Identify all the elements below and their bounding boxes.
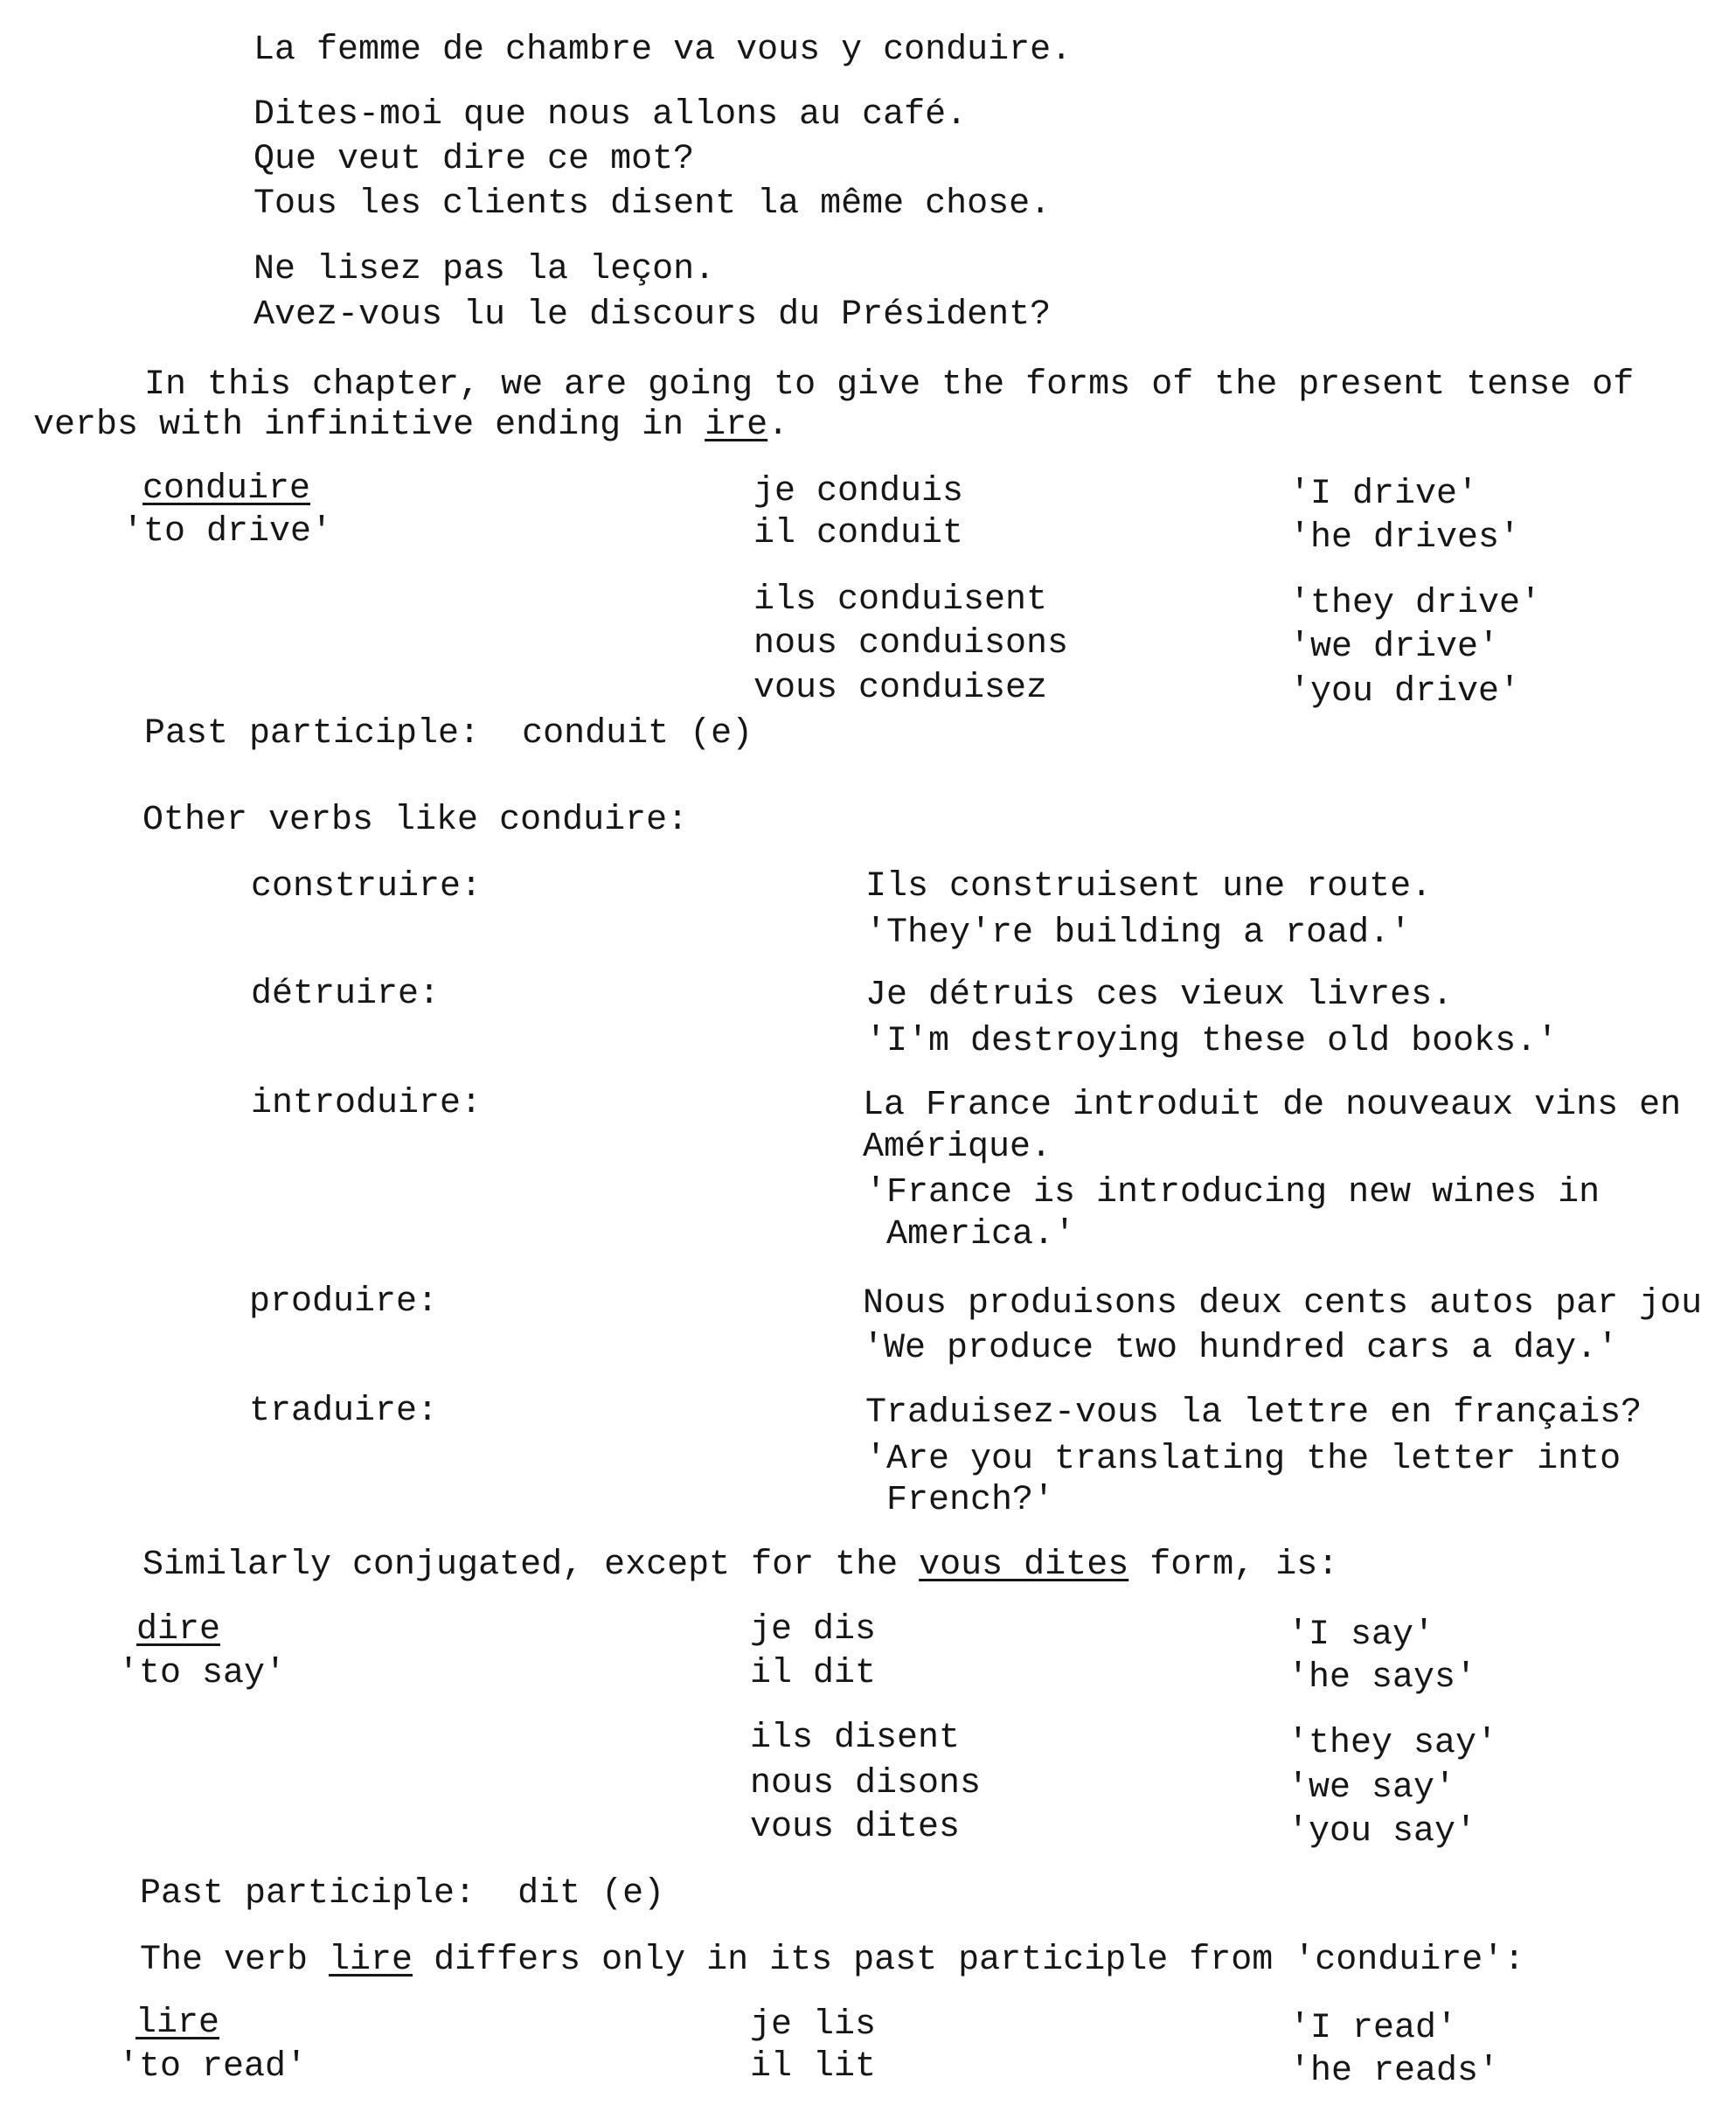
verb-example: Traduisez-vous la lettre en français?	[865, 1393, 1642, 1433]
similar-note: Similarly conjugated, except for the vous dites form, is:	[142, 1546, 1339, 1585]
form-en: 'he drives'	[1289, 518, 1521, 558]
form-fr: il lit	[750, 2047, 877, 2087]
section-heading: Other verbs like conduire:	[142, 801, 689, 840]
verb-example: 'I'm destroying these old books.'	[865, 1022, 1559, 1061]
form-en: 'you say'	[1288, 1812, 1477, 1852]
form-en: 'we drive'	[1289, 628, 1500, 667]
verb-example: 'We produce two hundred cars a day.'	[863, 1329, 1619, 1368]
form-en: 'they say'	[1288, 1724, 1498, 1763]
form-en: 'he says'	[1288, 1658, 1477, 1698]
verb-example: Amérique.	[863, 1128, 1052, 1167]
form-en: 'he reads'	[1289, 2052, 1500, 2091]
example-line: Tous les clients disent la même chose.	[253, 184, 1052, 224]
verb-label: construire:	[251, 867, 483, 907]
infinitive-conduire: conduire	[142, 469, 311, 509]
form-fr: je lis	[750, 2005, 877, 2045]
intro-line-1: In this chapter, we are going to give the forms of the present tense of	[144, 365, 1635, 405]
example-line: La femme de chambre va vous y conduire.	[253, 31, 1073, 70]
verb-example: America.'	[865, 1215, 1076, 1254]
verb-label: détruire:	[251, 975, 441, 1014]
infinitive-dire: dire	[136, 1610, 221, 1650]
form-fr: je dis	[750, 1610, 877, 1650]
verb-example: French?'	[865, 1481, 1055, 1520]
verb-label: introduire:	[251, 1084, 483, 1123]
verb-example: 'They're building a road.'	[865, 914, 1412, 953]
form-fr: vous conduisez	[753, 669, 1048, 708]
form-fr: ils conduisent	[753, 580, 1048, 620]
form-fr: vous dites	[750, 1808, 961, 1847]
verb-example: Je détruis ces vieux livres.	[865, 976, 1454, 1015]
verb-example: Ils construisent une route.	[865, 867, 1433, 907]
past-participle: Past participle: conduit (e)	[144, 714, 753, 754]
form-fr: je conduis	[753, 472, 964, 511]
gloss-conduire: 'to drive'	[122, 512, 333, 552]
form-en: 'they drive'	[1289, 584, 1542, 623]
verb-example: 'France is introducing new wines in	[865, 1173, 1601, 1212]
gloss-dire: 'to say'	[118, 1654, 287, 1693]
lire-note: The verb lire differs only in its past participle from 'conduire':	[140, 1941, 1525, 1980]
intro-line-2: verbs with infinitive ending in ire.	[33, 406, 789, 445]
verb-example: Nous produisons deux cents autos par jou	[863, 1284, 1703, 1324]
infinitive-lire: lire	[135, 2004, 220, 2043]
form-fr: ils disent	[750, 1719, 961, 1758]
form-fr: nous conduisons	[753, 624, 1069, 664]
verb-label: produire:	[249, 1282, 439, 1322]
gloss-lire: 'to read'	[118, 2047, 308, 2087]
form-en: 'I read'	[1289, 2009, 1458, 2048]
example-line: Dites-moi que nous allons au café.	[253, 95, 968, 135]
form-en: 'I drive'	[1289, 475, 1479, 514]
verb-example: 'Are you translating the letter into	[865, 1440, 1621, 1479]
example-line: Ne lisez pas la leçon.	[253, 250, 716, 289]
example-line: Avez-vous lu le discours du Président?	[253, 295, 1052, 335]
form-en: 'you drive'	[1289, 672, 1521, 712]
example-line: Que veut dire ce mot?	[253, 140, 695, 179]
verb-example: La France introduit de nouveaux vins en	[863, 1086, 1682, 1125]
verb-label: traduire:	[249, 1392, 439, 1431]
form-fr: nous disons	[750, 1764, 982, 1803]
form-fr: il dit	[750, 1654, 877, 1693]
form-fr: il conduit	[753, 514, 964, 553]
form-en: 'I say'	[1288, 1615, 1435, 1655]
past-participle: Past participle: dit (e)	[140, 1874, 665, 1914]
form-en: 'we say'	[1288, 1768, 1456, 1808]
